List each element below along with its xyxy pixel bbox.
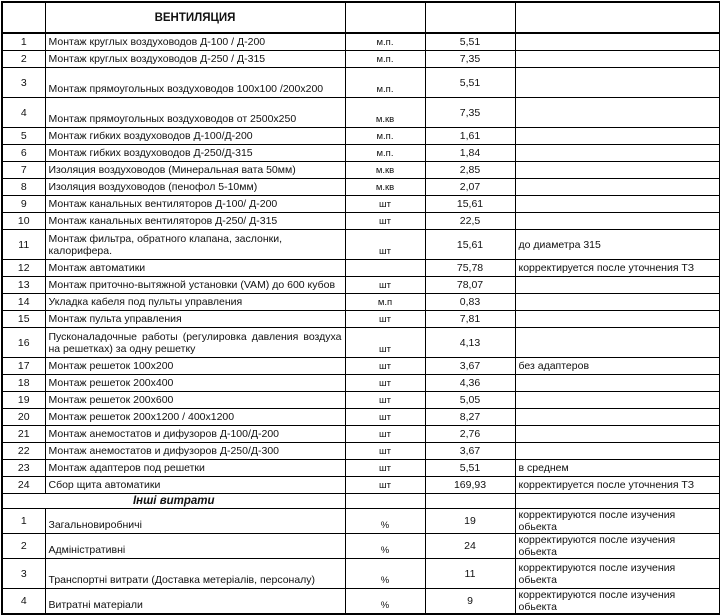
quantity-cell: 15,61 <box>425 196 515 213</box>
row-number-cell: 1 <box>2 33 45 51</box>
estimate-table <box>1 1 720 615</box>
quantity-cell: 4,13 <box>425 328 515 358</box>
unit-cell: шт <box>345 196 425 213</box>
unit-cell: шт <box>345 460 425 477</box>
note-cell: корректируется после уточнения ТЗ <box>515 477 720 494</box>
note-cell <box>515 145 720 162</box>
row-number-cell: 15 <box>2 311 45 328</box>
work-name-cell: Монтаж решеток 200х600 <box>45 392 345 409</box>
table-row <box>2 426 720 443</box>
unit-cell: м.п. <box>345 68 425 98</box>
table-row <box>2 68 720 98</box>
header-empty-cell <box>515 2 720 33</box>
table-row <box>2 196 720 213</box>
work-name-cell: Монтаж адаптеров под решетки <box>45 460 345 477</box>
quantity-cell: 1,61 <box>425 128 515 145</box>
table-row <box>2 534 720 559</box>
note-cell <box>515 277 720 294</box>
header-empty-cell <box>425 2 515 33</box>
table-row <box>2 162 720 179</box>
row-number-cell: 3 <box>2 68 45 98</box>
unit-cell <box>345 260 425 277</box>
work-name-cell: Монтаж прямоугольных воздуховодов 100х100 /200х200 <box>45 68 345 98</box>
work-name-cell: Монтаж круглых воздуховодов Д-100 / Д-200 <box>45 33 345 51</box>
quantity-cell: 169,93 <box>425 477 515 494</box>
quantity-cell: 5,05 <box>425 392 515 409</box>
note-cell <box>515 213 720 230</box>
unit-cell: шт <box>345 426 425 443</box>
note-cell: корректируются после изучения обьекта <box>515 534 720 559</box>
quantity-cell: 9 <box>425 589 515 615</box>
table-row <box>2 559 720 589</box>
section-header-row <box>2 2 720 33</box>
row-number-cell: 19 <box>2 392 45 409</box>
note-cell: корректируются после изучения обьекта <box>515 589 720 615</box>
note-cell <box>515 328 720 358</box>
quantity-cell: 5,51 <box>425 33 515 51</box>
row-number-cell: 8 <box>2 179 45 196</box>
row-number-cell: 16 <box>2 328 45 358</box>
row-number-cell: 14 <box>2 294 45 311</box>
quantity-cell: 3,67 <box>425 443 515 460</box>
work-name-cell: Монтаж решеток 200х400 <box>45 375 345 392</box>
unit-cell: м.кв <box>345 162 425 179</box>
table-row <box>2 477 720 494</box>
quantity-cell: 11 <box>425 559 515 589</box>
row-number-cell: 7 <box>2 162 45 179</box>
empty-cell <box>515 494 720 509</box>
row-number-cell: 9 <box>2 196 45 213</box>
row-number-cell: 17 <box>2 358 45 375</box>
table-row <box>2 375 720 392</box>
note-cell <box>515 392 720 409</box>
table-row <box>2 294 720 311</box>
work-name-cell: Монтаж канальных вентиляторов Д-250/ Д-315 <box>45 213 345 230</box>
work-name-cell: Монтаж гибких воздуховодов Д-250/Д-315 <box>45 145 345 162</box>
work-name-cell: Изоляция воздуховодов (пенофол 5-10мм) <box>45 179 345 196</box>
unit-cell: шт <box>345 213 425 230</box>
work-name-cell: Монтаж прямоугольных воздуховодов от 2500х250 <box>45 98 345 128</box>
work-name-cell: Монтаж анемостатов и дифузоров Д-250/Д-300 <box>45 443 345 460</box>
row-number-cell: 2 <box>2 51 45 68</box>
row-number-cell: 2 <box>2 534 45 559</box>
section-title: ВЕНТИЛЯЦИЯ <box>45 2 345 33</box>
quantity-cell: 2,76 <box>425 426 515 443</box>
note-cell: в среднем <box>515 460 720 477</box>
quantity-cell: 75,78 <box>425 260 515 277</box>
unit-cell: м.п. <box>345 145 425 162</box>
table-row <box>2 311 720 328</box>
note-cell <box>515 311 720 328</box>
work-name-cell: Сбор щита автоматики <box>45 477 345 494</box>
work-name-cell: Монтаж гибких воздуховодов Д-100/Д-200 <box>45 128 345 145</box>
work-name-cell: Витратні матеріали <box>45 589 345 615</box>
unit-cell: шт <box>345 477 425 494</box>
quantity-cell: 7,35 <box>425 51 515 68</box>
row-number-cell: 3 <box>2 559 45 589</box>
row-number-cell: 10 <box>2 213 45 230</box>
note-cell <box>515 128 720 145</box>
work-name-cell: Адміністративні <box>45 534 345 559</box>
unit-cell: % <box>345 559 425 589</box>
quantity-cell: 8,27 <box>425 409 515 426</box>
table-row <box>2 98 720 128</box>
quantity-cell: 24 <box>425 534 515 559</box>
work-name-cell: Монтаж круглых воздуховодов Д-250 / Д-315 <box>45 51 345 68</box>
unit-cell: м.п. <box>345 33 425 51</box>
table-row <box>2 443 720 460</box>
unit-cell: м.п <box>345 294 425 311</box>
unit-cell: шт <box>345 230 425 260</box>
header-empty-cell <box>2 2 45 33</box>
table-row <box>2 128 720 145</box>
unit-cell: шт <box>345 277 425 294</box>
table-row <box>2 460 720 477</box>
note-cell <box>515 294 720 311</box>
work-name-cell: Монтаж пульта управления <box>45 311 345 328</box>
spreadsheet-page <box>0 1 720 613</box>
row-number-cell: 5 <box>2 128 45 145</box>
empty-cell <box>425 494 515 509</box>
note-cell: без адаптеров <box>515 358 720 375</box>
unit-cell: % <box>345 534 425 559</box>
table-row <box>2 392 720 409</box>
note-cell <box>515 375 720 392</box>
work-name-cell: Монтаж решеток 200х1200 / 400х1200 <box>45 409 345 426</box>
table-row <box>2 51 720 68</box>
quantity-cell: 3,67 <box>425 358 515 375</box>
row-number-cell: 11 <box>2 230 45 260</box>
row-number-cell: 4 <box>2 589 45 615</box>
work-name-cell: Транспортні витрати (Доставка метеріалів, персоналу) <box>45 559 345 589</box>
quantity-cell: 7,81 <box>425 311 515 328</box>
row-number-cell: 18 <box>2 375 45 392</box>
unit-cell: шт <box>345 358 425 375</box>
table-row <box>2 179 720 196</box>
quantity-cell: 5,51 <box>425 68 515 98</box>
work-name-cell: Монтаж анемостатов и дифузоров Д-100/Д-200 <box>45 426 345 443</box>
unit-cell: % <box>345 589 425 615</box>
table-row <box>2 260 720 277</box>
note-cell: корректируются после изучения обьекта <box>515 509 720 534</box>
quantity-cell: 0,83 <box>425 294 515 311</box>
row-number-cell: 1 <box>2 509 45 534</box>
note-cell <box>515 33 720 51</box>
table-row <box>2 589 720 615</box>
note-cell <box>515 68 720 98</box>
empty-cell <box>345 494 425 509</box>
work-name-cell: Монтаж решеток 100х200 <box>45 358 345 375</box>
note-cell <box>515 196 720 213</box>
work-name-cell: Пусконаладочные работы (регулировка давления воздуха на решетках) за одну решетку <box>45 328 345 358</box>
table-row <box>2 358 720 375</box>
note-cell <box>515 409 720 426</box>
work-name-cell: Изоляция воздуховодов (Минеральная вата 50мм) <box>45 162 345 179</box>
table-row <box>2 33 720 51</box>
table-row <box>2 277 720 294</box>
note-cell <box>515 179 720 196</box>
row-number-cell: 4 <box>2 98 45 128</box>
unit-cell: м.кв <box>345 98 425 128</box>
unit-cell: % <box>345 509 425 534</box>
table-row <box>2 328 720 358</box>
note-cell <box>515 162 720 179</box>
work-name-cell: Монтаж приточно-вытяжной установки (VAM) до 600 кубов <box>45 277 345 294</box>
unit-cell: шт <box>345 328 425 358</box>
work-name-cell: Монтаж фильтра, обратного клапана, заслонки, калорифера. <box>45 230 345 260</box>
row-number-cell: 12 <box>2 260 45 277</box>
quantity-cell: 15,61 <box>425 230 515 260</box>
unit-cell: шт <box>345 409 425 426</box>
work-name-cell: Монтаж канальных вентиляторов Д-100/ Д-200 <box>45 196 345 213</box>
note-cell: корректируется после уточнения ТЗ <box>515 260 720 277</box>
unit-cell: шт <box>345 311 425 328</box>
quantity-cell: 5,51 <box>425 460 515 477</box>
row-number-cell: 23 <box>2 460 45 477</box>
unit-cell: шт <box>345 375 425 392</box>
unit-cell: м.п. <box>345 128 425 145</box>
quantity-cell: 2,85 <box>425 162 515 179</box>
work-name-cell: Загальновиробничі <box>45 509 345 534</box>
row-number-cell: 22 <box>2 443 45 460</box>
row-number-cell: 20 <box>2 409 45 426</box>
table-row <box>2 230 720 260</box>
section-title-row <box>2 494 720 509</box>
quantity-cell: 7,35 <box>425 98 515 128</box>
quantity-cell: 1,84 <box>425 145 515 162</box>
quantity-cell: 19 <box>425 509 515 534</box>
work-name-cell: Укладка кабеля под пульты управления <box>45 294 345 311</box>
work-name-cell: Монтаж автоматики <box>45 260 345 277</box>
row-number-cell: 24 <box>2 477 45 494</box>
table-row <box>2 409 720 426</box>
quantity-cell: 2,07 <box>425 179 515 196</box>
quantity-cell: 4,36 <box>425 375 515 392</box>
note-cell: корректируются после изучения обьекта <box>515 559 720 589</box>
row-number-cell: 13 <box>2 277 45 294</box>
row-number-cell: 6 <box>2 145 45 162</box>
estimate-table-body <box>2 2 720 614</box>
table-row <box>2 145 720 162</box>
quantity-cell: 78,07 <box>425 277 515 294</box>
unit-cell: шт <box>345 443 425 460</box>
unit-cell: м.кв <box>345 179 425 196</box>
note-cell <box>515 51 720 68</box>
note-cell <box>515 443 720 460</box>
unit-cell: шт <box>345 392 425 409</box>
section-title: Інші витрати <box>2 494 345 509</box>
table-row <box>2 509 720 534</box>
header-empty-cell <box>345 2 425 33</box>
note-cell <box>515 426 720 443</box>
note-cell: до диаметра 315 <box>515 230 720 260</box>
note-cell <box>515 98 720 128</box>
quantity-cell: 22,5 <box>425 213 515 230</box>
row-number-cell: 21 <box>2 426 45 443</box>
table-row <box>2 213 720 230</box>
unit-cell: м.п. <box>345 51 425 68</box>
